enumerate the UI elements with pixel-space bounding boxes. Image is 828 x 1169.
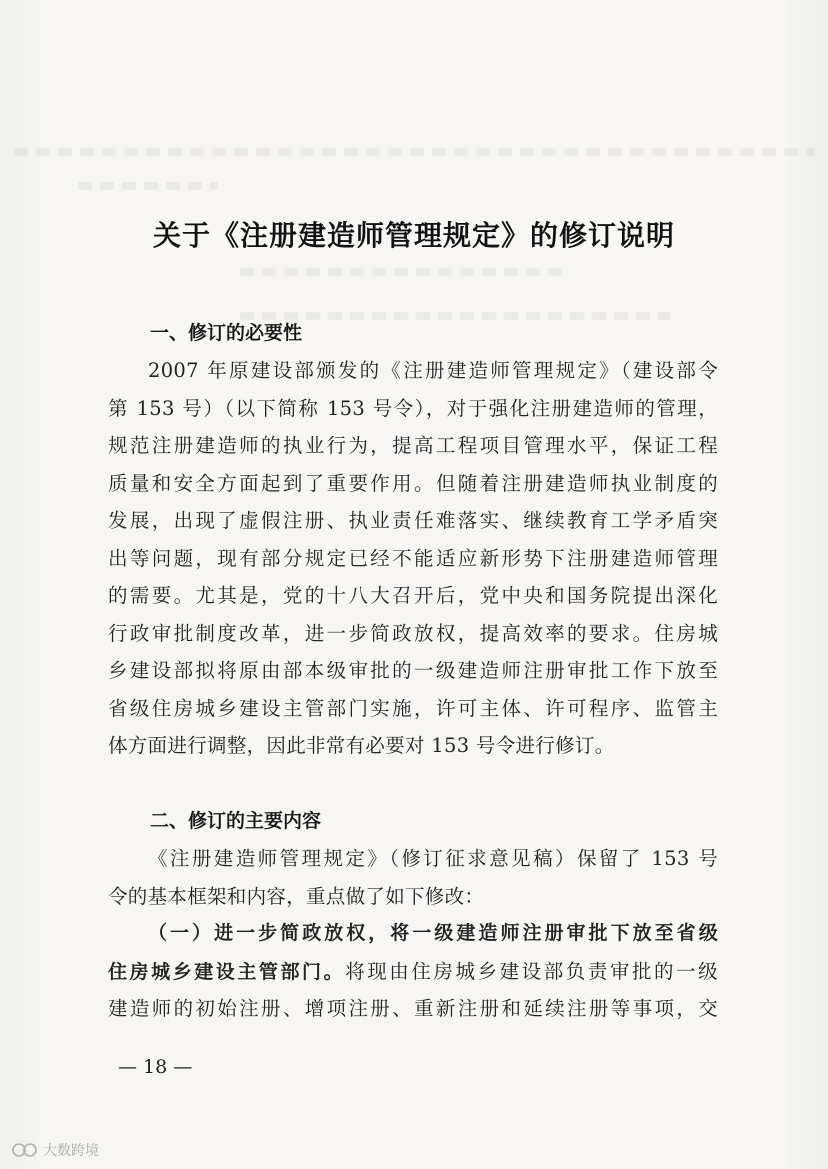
paragraph-line: 行政审批制度改革，进一步简政放权，提高效率的要求。住房城	[108, 621, 718, 645]
section-body-necessity	[108, 352, 718, 765]
bleed-through-text	[240, 312, 670, 320]
paragraph-line: 2007 年原建设部颁发的《注册建造师管理规定》（建设部令	[148, 359, 718, 382]
watermark-text: 大数跨境	[43, 1143, 99, 1159]
paragraph-line: 发展，出现了虚假注册、执业责任难落实、继续教育工学矛盾突	[108, 509, 718, 532]
section-body-main-content	[108, 840, 718, 1028]
paragraph-line: 建造师的初始注册、增项注册、重新注册和延续注册等事项，交	[108, 997, 718, 1020]
paragraph-line	[108, 953, 718, 991]
paragraph-line: 质量和安全方面起到了重要作用。但随着注册建造师执业制度的	[108, 471, 718, 495]
paragraph-line: 体方面进行调整，因此非常有必要对 153 号令进行修订。	[108, 734, 615, 757]
paragraph-line: 第 153 号）（以下简称 153 号令），对于强化注册建造师的管理，	[108, 396, 718, 420]
bleed-through-text	[14, 148, 814, 156]
watermark	[12, 1140, 99, 1160]
section-heading-main-content: 二、修订的主要内容	[150, 810, 322, 832]
brand-logo-icon	[12, 1141, 38, 1159]
document-title: 关于《注册建造师管理规定》的修订说明	[152, 219, 675, 252]
paragraph-line: 出等问题，现有部分规定已经不能适应新形势下注册建造师管理	[108, 546, 718, 570]
subsection-heading-line: 住房城乡建设主管部门。	[108, 960, 346, 983]
paragraph-line: 规范注册建造师的执业行为，提高工程项目管理水平，保证工程	[108, 434, 718, 457]
paragraph-line: 《注册建造师管理规定》（修订征求意见稿）保留了 153 号	[148, 847, 718, 870]
paragraph-fragment: 将现由住房城乡建设部负责审批的一级	[345, 959, 718, 983]
subsection-heading-line: （一）进一步简政放权，将一级建造师注册审批下放至省级	[148, 922, 718, 944]
paragraph-line: 令的基本框架和内容，重点做了如下修改：	[108, 884, 485, 908]
section-heading-necessity: 一、修订的必要性	[150, 322, 303, 344]
paragraph-line: 省级住房城乡建设主管部门实施，许可主体、许可程序、监管主	[108, 696, 718, 720]
bleed-through-text	[240, 268, 570, 276]
bleed-through-text	[78, 182, 218, 190]
paragraph-line: 的需要。尤其是，党的十八大召开后，党中央和国务院提出深化	[108, 584, 718, 607]
page-number: — 18 —	[118, 1056, 193, 1078]
paragraph-line: 乡建设部拟将原由部本级审批的一级建造师注册审批工作下放至	[108, 659, 718, 682]
